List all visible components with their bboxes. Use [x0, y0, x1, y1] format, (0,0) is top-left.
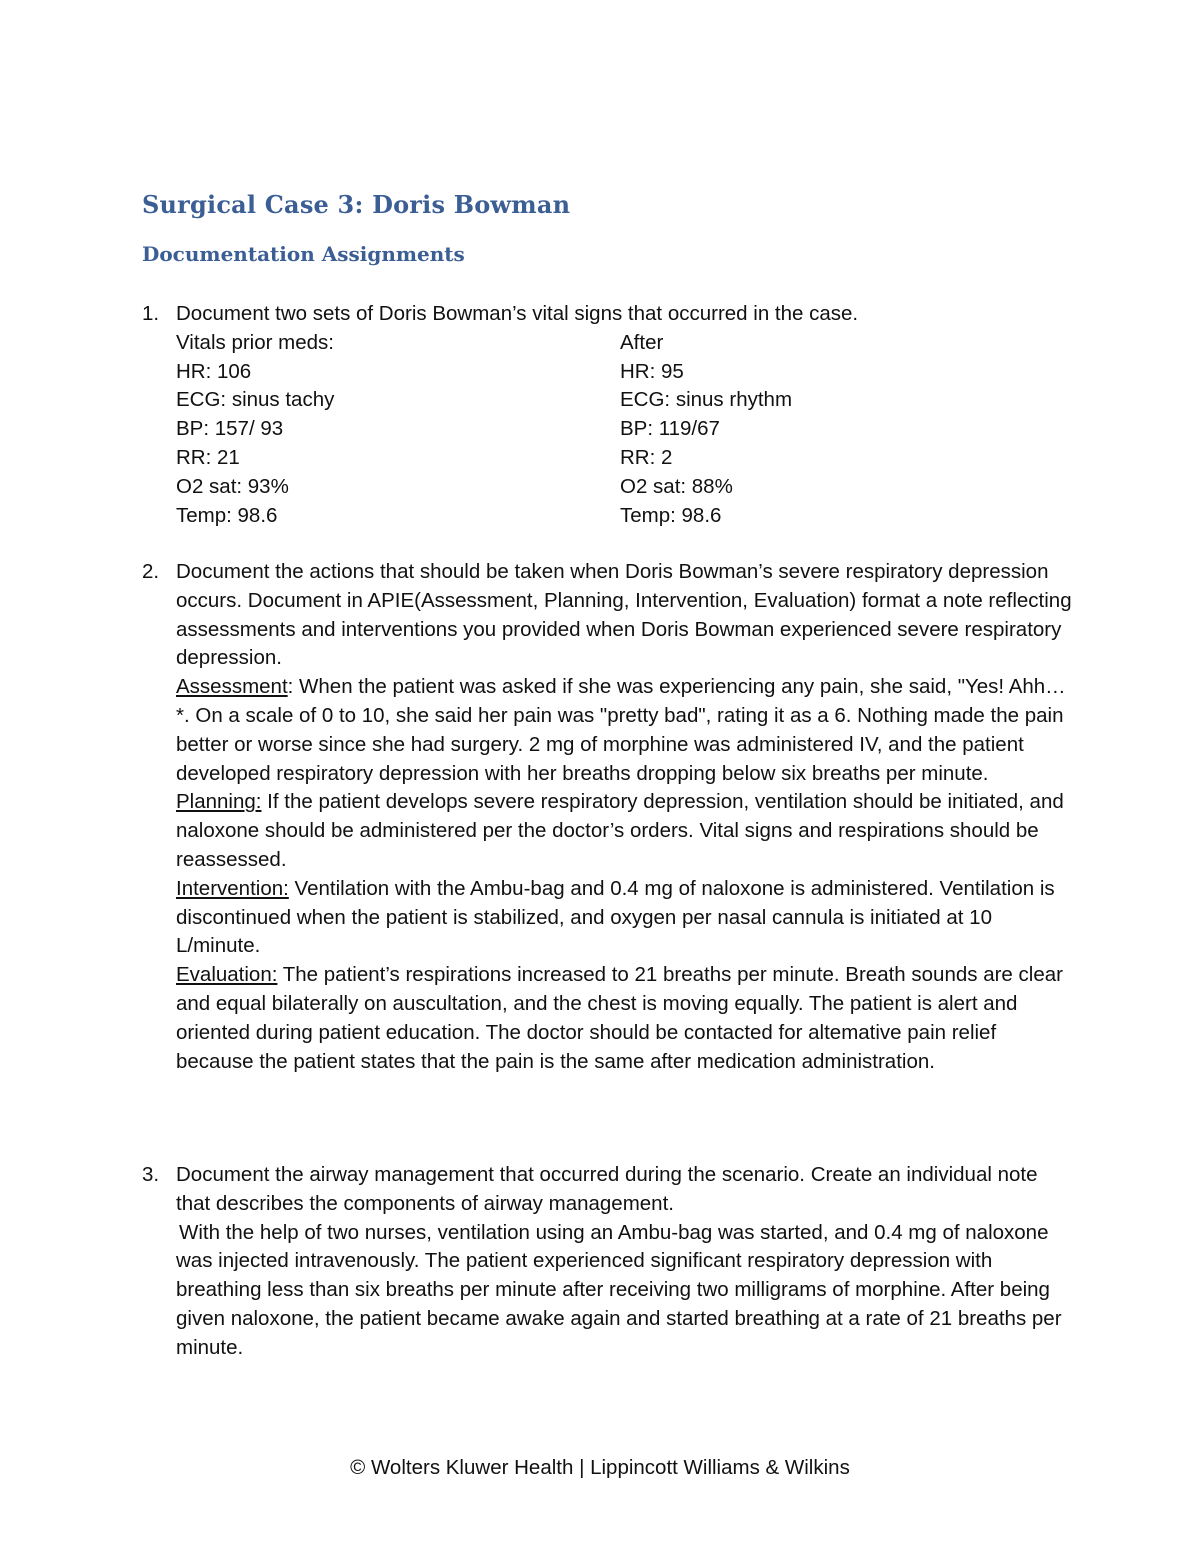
assessment-text: : When the patient was asked if she was experiencing any pain, she said, "Yes! Ahh…*. On a scale of 0 to 10, she said her pain was "pretty bad", rating it as a 6. Nothing made the pain better or worse since she had surgery. 2 mg of morphine was administered IV, and the patient developed respiratory depression with her breaths dropping below six breaths per minute. — [176, 675, 1066, 785]
vitals-after-o2: O2 sat: 88% — [620, 474, 733, 498]
item-question: Document the actions that should be taken when Doris Bowman’s severe respiratory depression occurs. Document in APIE(Assessment, Planning, Intervention, Evaluation) format a note reflecting assessments and interventions you provided when Doris Bowman experienced severe respiratory depression. — [176, 560, 1072, 670]
item-number: 1. — [142, 302, 160, 325]
apie-planning — [176, 788, 1072, 874]
item-question: Document two sets of Doris Bowman’s vital signs that occurred in the case. — [176, 302, 859, 325]
vitals-after-header: After — [620, 330, 664, 354]
evaluation-text: The patient’s respirations increased to 21 breaths per minute. Breath sounds are clear and equal bilaterally on auscultation, and the chest is moving equally. The patient is alert and oriented during patient education. The doctor should be contacted for altemative pain relief because the patient states that the pain is the same after medication administration. — [176, 963, 1063, 1073]
vitals-after-ecg: ECG: sinus rhythm — [620, 388, 793, 412]
item-answer: With the help of two nurses, ventilation using an Ambu-bag was started, and 0.4 mg of naloxone was injected intravenously. The patient experienced significant respiratory depression with breathing less than six breaths per minute after receiving two milligrams of morphine. After being given naloxone, the patient became awake again and started breathing at a rate of 21 breaths per minute. — [176, 1220, 1062, 1359]
page-footer: © Wolters Kluwer Health | Lippincott Williams & Wilkins — [350, 1456, 850, 1479]
vitals-after-temp: Temp: 98.6 — [620, 503, 722, 527]
apie-evaluation — [176, 961, 1072, 1076]
vitals-after-rr: RR: 2 — [620, 445, 673, 469]
vitals-after-hr: HR: 95 — [620, 359, 684, 383]
vitals-before-hr: HR: 106 — [176, 359, 252, 383]
vitals-table — [176, 329, 1072, 531]
item-number: 3. — [142, 1163, 160, 1186]
assignment-item-3 — [142, 1161, 1072, 1363]
evaluation-label: Evaluation: — [176, 963, 278, 987]
vitals-before-temp: Temp: 98.6 — [176, 503, 278, 527]
vitals-before-bp: BP: 157/ 93 — [176, 417, 284, 441]
planning-text: If the patient develops severe respiratory depression, ventilation should be initiated, and naloxone should be administered per the doctor’s orders. Vital signs and respirations should be reassessed. — [176, 790, 1064, 871]
item-question: Document the airway management that occurred during the scenario. Create an individual note that describes the components of airway management. — [176, 1163, 1038, 1215]
assessment-label: Assessment — [176, 675, 288, 699]
planning-label: Planning: — [176, 790, 262, 814]
vitals-before-rr: RR: 21 — [176, 445, 240, 469]
vitals-before-header: Vitals prior meds: — [176, 330, 334, 354]
intervention-label: Intervention: — [176, 876, 289, 900]
apie-assessment — [176, 673, 1072, 788]
intervention-text: Ventilation with the Ambu-bag and 0.4 mg of naloxone is administered. Ventilation is discontinued when the patient is stabilized, and oxygen per nasal cannula is initiated at 10 L/minute. — [176, 876, 1055, 958]
document-title: Surgical Case 3: Doris Bowman — [142, 190, 571, 219]
vitals-after-bp: BP: 119/67 — [620, 417, 720, 441]
vitals-before-o2: O2 sat: 93% — [176, 474, 289, 498]
vitals-before-ecg: ECG: sinus tachy — [176, 388, 335, 412]
section-heading: Documentation Assignments — [142, 242, 465, 266]
assignment-item-1 — [142, 300, 1072, 530]
item-number: 2. — [142, 560, 160, 583]
assignment-item-2 — [142, 558, 1072, 1076]
apie-intervention — [176, 875, 1072, 961]
